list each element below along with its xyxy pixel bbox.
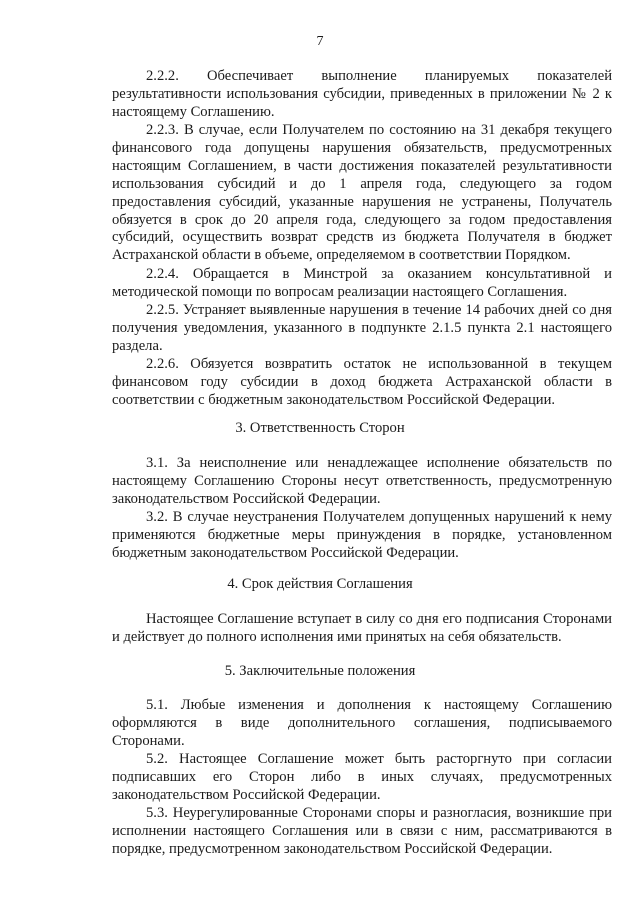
paragraph-3-1: 3.1. За неисполнение или ненадлежащее исполнение обязательств по настоящему Соглашению Стороны несут ответственность, предусмотренную законодательством Российской Федерации. [112,455,612,507]
paragraph-3-2: 3.2. В случае неустранения Получателем допущенных нарушений к нему применяются бюджетные меры принуждения в порядке, установленном бюджетным законодательством Российской Федерации. [112,509,612,561]
page-number: 7 [316,34,324,49]
paragraph-2-2-3: 2.2.3. В случае, если Получателем по состоянию на 31 декабря текущего финансового года допущены нарушения обязательств, предусмотренных настоящим Соглашением, в части достижения показателей результативности использования субсидий и до 1 апреля года, следующего за годом предоставления субсидий, указанные нарушения не устранены, Получатель обязуется в срок до 20 апреля года, следующего за годом предоставления субсидий, осуществить возврат средств из бюджета Получателя в бюджет Астраханской области в объеме, определяемом в соответствии Порядком. [112,122,612,264]
paragraph-2-2-6: 2.2.6. Обязуется возвратить остаток не использованной в текущем финансовом году субсидии в доход бюджета Астраханской области в соответствии с бюджетным законодательством Российской Федерации. [112,356,612,408]
section-4-heading: 4. Срок действия Соглашения [227,576,413,592]
section-5-heading: 5. Заключительные положения [224,663,416,679]
section-3-heading: 3. Ответственность Сторон [235,420,405,436]
paragraph-2-2-5: 2.2.5. Устраняет выявленные нарушения в течение 14 рабочих дней со дня получения уведомления, указанного в подпункте 2.1.5 пункта 2.1 настоящего раздела. [112,302,612,354]
paragraph-2-2-4: 2.2.4. Обращается в Минстрой за оказанием консультативной и методической помощи по вопросам реализации настоящего Соглашения. [112,266,612,300]
paragraph-4-text: Настоящее Соглашение вступает в силу со дня его подписания Сторонами и действует до полного исполнения ими принятых на себя обязательств. [112,611,612,645]
paragraph-5-3: 5.3. Неурегулированные Сторонами споры и разногласия, возникшие при исполнении настоящего Соглашения или в связи с ним, рассматриваются в порядке, предусмотренном законодательством Российской Федерации. [112,805,612,857]
paragraph-5-2: 5.2. Настоящее Соглашение может быть расторгнуто при согласии подписавших его Сторон либо в иных случаях, предусмотренных законодательством Российской Федерации. [112,751,612,803]
paragraph-2-2-2: 2.2.2. Обеспечивает выполнение планируемых показателей результативности использования субсидии, приведенных в приложении № 2 к настоящему Соглашению. [112,68,612,120]
paragraph-5-1: 5.1. Любые изменения и дополнения к настоящему Соглашению оформляются в виде дополнительного соглашения, подписываемого Сторонами. [112,697,612,749]
